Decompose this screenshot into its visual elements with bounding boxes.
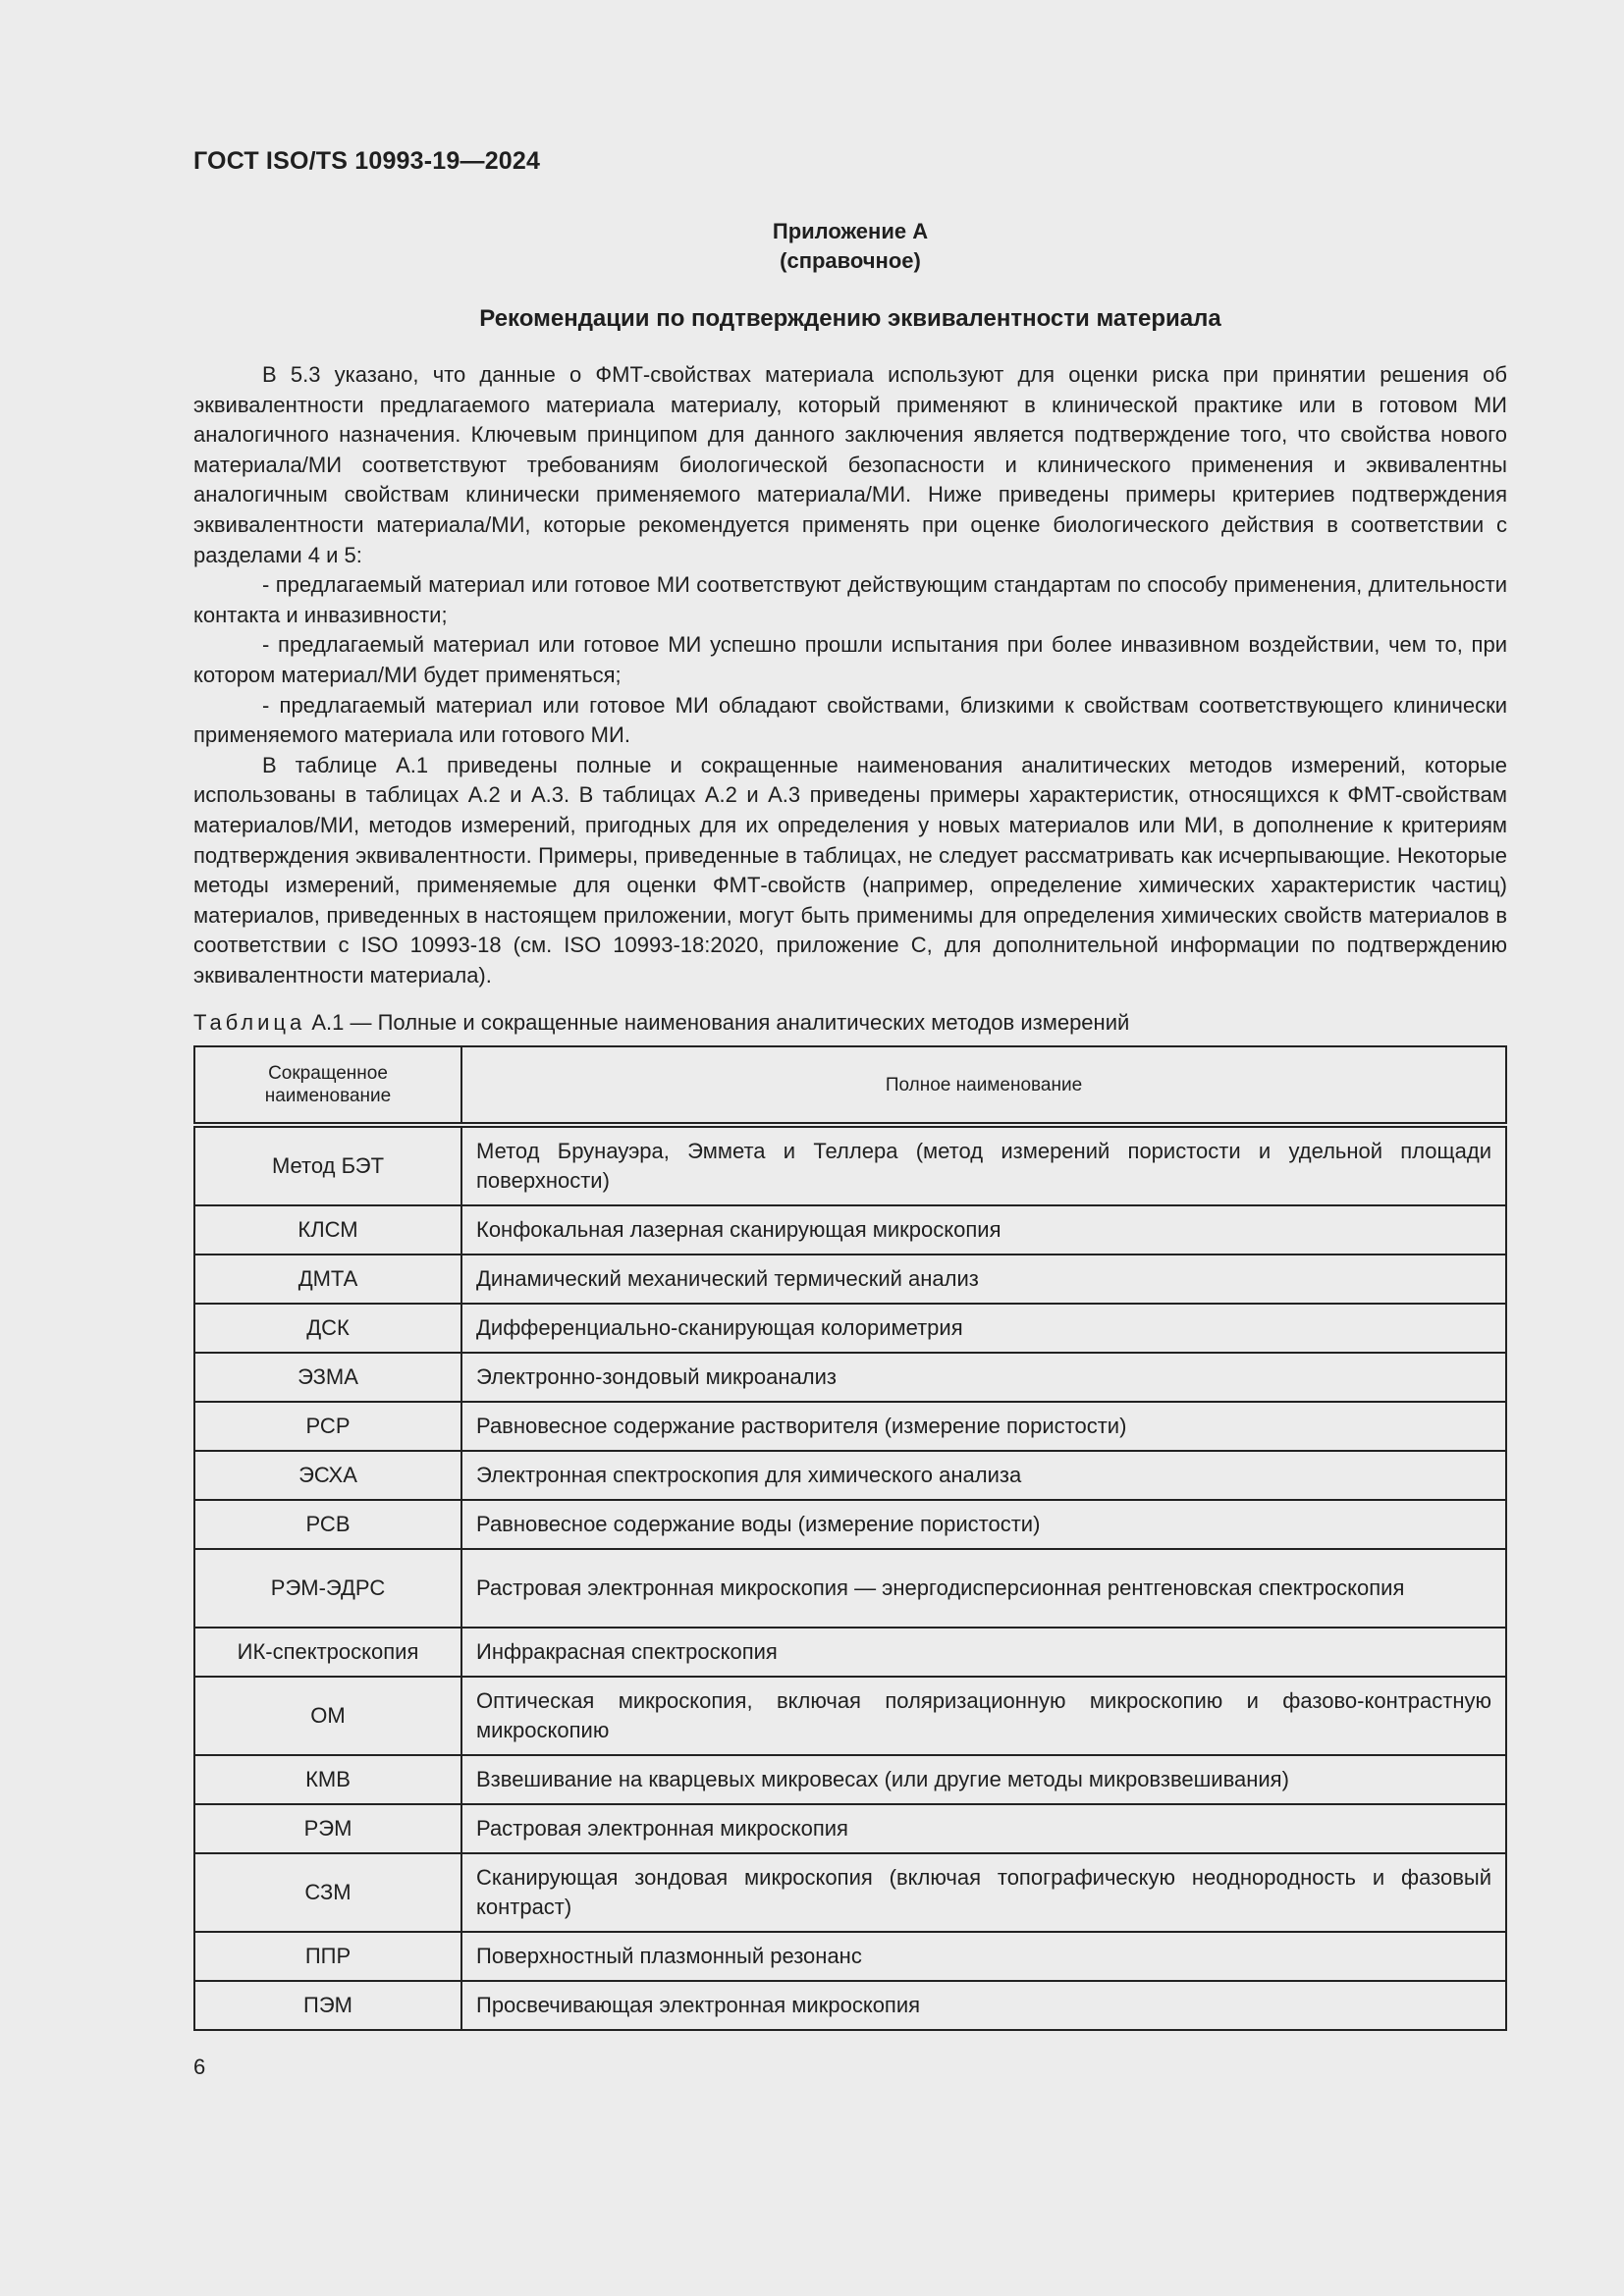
abbreviation-cell: ППР <box>194 1932 461 1981</box>
abbreviation-cell: ЭЗМА <box>194 1353 461 1402</box>
full-name-cell: Равновесное содержание растворителя (измерение пористости) <box>461 1402 1506 1451</box>
abbreviation-cell: ДСК <box>194 1304 461 1353</box>
document-page <box>193 147 1507 2080</box>
abbreviation-cell: РЭМ <box>194 1804 461 1853</box>
appendix-subtitle: (справочное) <box>780 248 921 273</box>
table-header-row <box>194 1046 1506 1125</box>
section-title: Рекомендации по подтверждению эквивалентности материала <box>479 305 1221 332</box>
full-name-cell: Инфракрасная спектроскопия <box>461 1628 1506 1677</box>
column-header-abbreviation: Сокращенное наименование <box>194 1046 461 1125</box>
table-row <box>194 1402 1506 1451</box>
abbreviation-cell: РСВ <box>194 1500 461 1549</box>
abbreviation-cell: РСР <box>194 1402 461 1451</box>
body-text <box>193 360 1507 990</box>
full-name-cell: Поверхностный плазмонный резонанс <box>461 1932 1506 1981</box>
abbreviation-cell: КЛСМ <box>194 1205 461 1255</box>
abbreviation-cell: СЗМ <box>194 1853 461 1932</box>
paragraph-intro: В 5.3 указано, что данные о ФМТ-свойствах материала используют для оценки риска при принятии решения об эквивалентности предлагаемого материала материалу, который применяют в клинической практике или в готовом МИ аналогичного назначения. Ключевым принципом для данного заключения является подтверждение того, что свойства нового материала/МИ соответствуют требованиям биологической безопасности и клинического применения и эквивалентны аналогичным свойствам клинически применяемого материала/МИ. Ниже приведены примеры критериев подтверждения эквивалентности материала/МИ, которые рекомендуется применять при оценке биологического действия в соответствии с разделами 4 и 5: <box>193 362 1507 567</box>
column-header-full-name: Полное наименование <box>461 1046 1506 1125</box>
abbreviation-cell: ОМ <box>194 1677 461 1755</box>
table-row <box>194 1677 1506 1755</box>
full-name-cell: Растровая электронная микроскопия — энергодисперсионная рентгеновская спектроскопия <box>461 1549 1506 1628</box>
table-row <box>194 1451 1506 1500</box>
full-name-cell: Сканирующая зондовая микроскопия (включая топографическую неоднородность и фазовый контраст) <box>461 1853 1506 1932</box>
full-name-cell: Оптическая микроскопия, включая поляризационную микроскопию и фазово-контрастную микроскопию <box>461 1677 1506 1755</box>
table-row <box>194 1549 1506 1628</box>
table-row <box>194 1628 1506 1677</box>
full-name-cell: Электронная спектроскопия для химического анализа <box>461 1451 1506 1500</box>
table-row <box>194 1304 1506 1353</box>
table-row <box>194 1125 1506 1205</box>
table-row <box>194 1353 1506 1402</box>
full-name-cell: Дифференциально-сканирующая колориметрия <box>461 1304 1506 1353</box>
abbreviation-cell: РЭМ-ЭДРС <box>194 1549 461 1628</box>
full-name-cell: Конфокальная лазерная сканирующая микроскопия <box>461 1205 1506 1255</box>
table-row <box>194 1500 1506 1549</box>
full-name-cell: Просвечивающая электронная микроскопия <box>461 1981 1506 2030</box>
page-number: 6 <box>193 2055 206 2080</box>
paragraph-table-description: В таблице А.1 приведены полные и сокращенные наименования аналитических методов измерений, которые использованы в таблицах А.2 и А.3. В таблицах А.2 и А.3 приведены примеры характеристик, относящихся к ФМТ-свойствам материалов/МИ, методов измерений, пригодных для их определения у новых материалов или МИ, в дополнение к критериям подтверждения эквивалентности. Примеры, приведенные в таблицах, не следует рассматривать как исчерпывающие. Некоторые методы измерений, применяемые для оценки ФМТ-свойств (например, определение химических характеристик частиц) материалов, приведенных в настоящем приложении, могут быть применимы для определения химических свойств материалов в соответствии с ISO 10993-18 (см. ISO 10993-18:2020, приложение С, для дополнительной информации по подтверждению эквивалентности материала). <box>193 752 1507 988</box>
table-row <box>194 1853 1506 1932</box>
table-caption-text: А.1 — Полные и сокращенные наименования аналитических методов измерений <box>305 1010 1130 1036</box>
table-row <box>194 1932 1506 1981</box>
bullet-item-3: - предлагаемый материал или готовое МИ обладают свойствами, близкими к свойствам соответствующего клинически применяемого материала или готового МИ. <box>193 692 1507 748</box>
full-name-cell: Взвешивание на кварцевых микровесах (или другие методы микровзвешивания) <box>461 1755 1506 1804</box>
full-name-cell: Метод Брунауэра, Эммета и Теллера (метод измерений пористости и удельной площади поверхности) <box>461 1125 1506 1205</box>
full-name-cell: Равновесное содержание воды (измерение пористости) <box>461 1500 1506 1549</box>
appendix-title: Приложение А <box>772 219 929 243</box>
table-row <box>194 1755 1506 1804</box>
bullet-item-2: - предлагаемый материал или готовое МИ успешно прошли испытания при более инвазивном воздействии, чем то, при котором материал/МИ будет применяться; <box>193 632 1507 687</box>
table-row <box>194 1804 1506 1853</box>
table-caption <box>193 1010 1507 1036</box>
abbreviation-cell: ДМТА <box>194 1255 461 1304</box>
table-row <box>194 1255 1506 1304</box>
abbreviation-cell: КМВ <box>194 1755 461 1804</box>
table-caption-label: Таблица <box>193 1010 306 1036</box>
full-name-cell: Растровая электронная микроскопия <box>461 1804 1506 1853</box>
table-row <box>194 1205 1506 1255</box>
abbreviation-cell: ЭСХА <box>194 1451 461 1500</box>
abbreviation-cell: ПЭМ <box>194 1981 461 2030</box>
methods-table <box>193 1045 1507 2031</box>
full-name-cell: Динамический механический термический анализ <box>461 1255 1506 1304</box>
full-name-cell: Электронно-зондовый микроанализ <box>461 1353 1506 1402</box>
abbreviation-cell: ИК-спектроскопия <box>194 1628 461 1677</box>
table-row <box>194 1981 1506 2030</box>
bullet-item-1: - предлагаемый материал или готовое МИ соответствуют действующим стандартам по способу применения, длительности контакта и инвазивности; <box>193 572 1507 627</box>
abbreviation-cell: Метод БЭТ <box>194 1125 461 1205</box>
document-code-header: ГОСТ ISO/TS 10993-19—2024 <box>193 147 541 175</box>
